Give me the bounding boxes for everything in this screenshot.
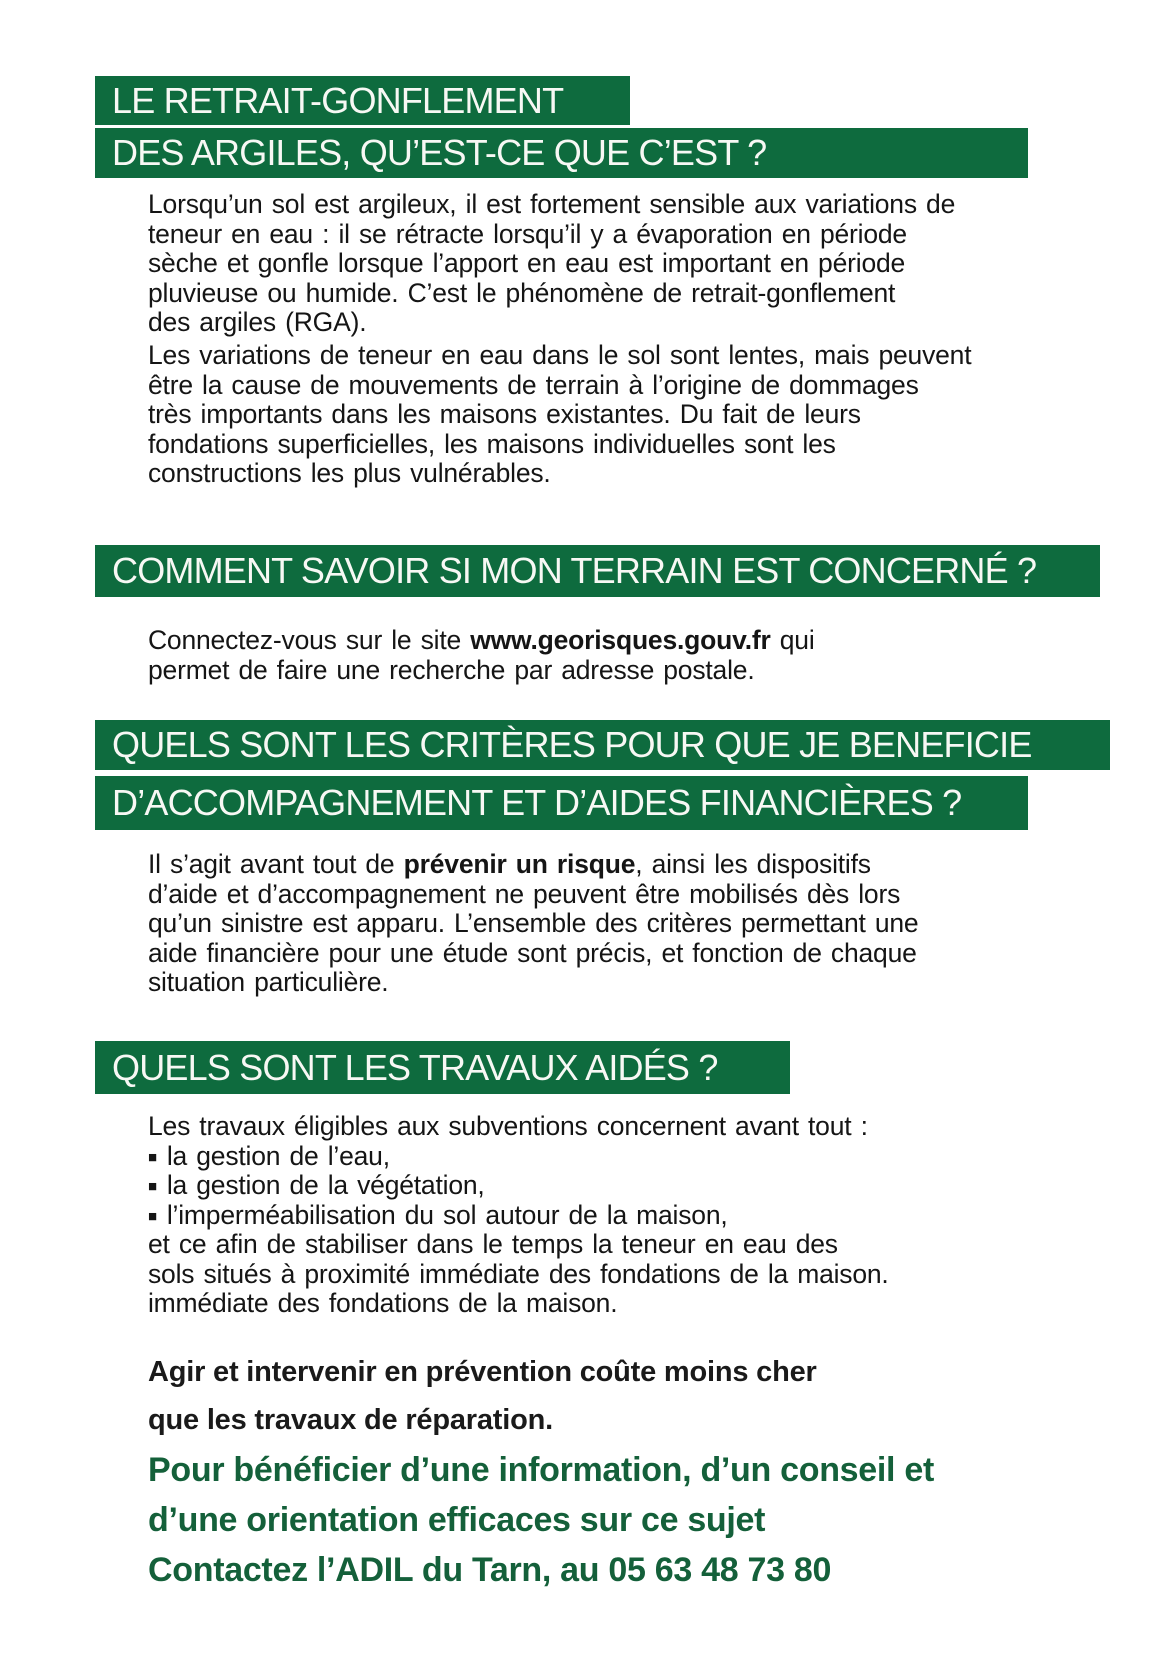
section-header-terrain-text: COMMENT SAVOIR SI MON TERRAIN EST CONCERNÉ ? (112, 550, 1037, 591)
footer-line: d’une orientation efficaces sur ce sujet (148, 1501, 766, 1539)
prevenir-risque-bold-text: prévenir un risque (403, 849, 636, 879)
section-header-criteres-line2-text: D’ACCOMPAGNEMENT ET D’AIDES FINANCIÈRES ? (112, 782, 962, 823)
bullet-item (148, 1142, 889, 1172)
paragraph-line: et ce afin de stabiliser dans le temps la teneur en eau des (148, 1229, 838, 1259)
paragraph-line: très importants dans les maisons existantes. Du fait de leurs (148, 399, 861, 429)
criteres-paragraph (148, 850, 918, 998)
paragraph-line: teneur en eau : il se rétracte lorsqu’il y a évaporation en période (148, 218, 907, 249)
terrain-paragraph (148, 626, 815, 685)
section-header-terrain (95, 545, 1100, 597)
paragraph-line: situation particulière. (148, 967, 389, 997)
intro-paragraph-1 (148, 190, 955, 338)
square-bullet-icon: ■ (148, 1207, 157, 1225)
section-header-criteres-line2 (95, 776, 1028, 830)
criteres-line1-suffix: , ainsi les dispositifs (635, 849, 871, 879)
paragraph-line: pluvieuse ou humide. C’est le phénomène de retrait-gonflement (148, 277, 896, 308)
paragraph-line: immédiate des fondations de la maison. (148, 1288, 618, 1318)
paragraph-line: Les variations de teneur en eau dans le sol sont lentes, mais peuvent (148, 340, 972, 370)
paragraph-line: sèche et gonfle lorsque l’apport en eau est important en période (148, 248, 906, 278)
bullet-item (148, 1201, 889, 1231)
paragraph-line: des argiles (RGA). (148, 307, 367, 337)
travaux-paragraph (148, 1112, 889, 1319)
paragraph-line: fondations superficielles, les maisons individuelles sont les (148, 428, 836, 459)
paragraph-line: constructions les plus vulnérables. (148, 458, 551, 488)
prevention-emphasis (148, 1348, 817, 1444)
criteres-line1-prefix: Il s’agit avant tout de (148, 849, 404, 879)
title-line2-text: DES ARGILES, QU’EST-CE QUE C’EST ? (112, 132, 767, 173)
title-bar-line1 (95, 76, 630, 125)
square-bullet-icon: ■ (148, 1178, 157, 1195)
emphasis-line: que les travaux de réparation. (148, 1404, 553, 1436)
paragraph-line: qu’un sinistre est apparu. L’ensemble des critères permettant une (148, 908, 919, 938)
section-header-travaux-text: QUELS SONT LES TRAVAUX AIDÉS ? (112, 1047, 718, 1088)
paragraph-line (148, 626, 815, 656)
contact-footer (148, 1445, 934, 1595)
terrain-line1-prefix: Connectez-vous sur le site (148, 625, 471, 655)
paragraph-line: Les travaux éligibles aux subventions concernent avant tout : (148, 1111, 868, 1141)
title-bar-line2 (95, 128, 1028, 178)
paragraph-line: sols situés à proximité immédiate des fondations de la maison. (148, 1258, 889, 1289)
paragraph-line: d’aide et d’accompagnement ne peuvent être mobilisés dès lors (148, 878, 901, 909)
intro-paragraph-2 (148, 341, 971, 489)
title-line1-text: LE RETRAIT-GONFLEMENT (112, 80, 564, 121)
section-header-criteres-line1-text: QUELS SONT LES CRITÈRES POUR QUE JE BENEFICIE (112, 724, 1032, 765)
bullet-item-text: la gestion de la végétation, (166, 1170, 485, 1200)
footer-line: Pour bénéficier d’une information, d’un conseil et (148, 1451, 934, 1489)
section-header-criteres-line1 (95, 720, 1110, 770)
section-header-travaux (95, 1041, 790, 1094)
bullet-item (148, 1171, 889, 1201)
paragraph-line: aide financière pour une étude sont précis, et fonction de chaque (148, 937, 917, 968)
emphasis-line: Agir et intervenir en prévention coûte moins cher (148, 1356, 817, 1388)
georisques-url-text: www.georisques.gouv.fr (470, 625, 771, 655)
terrain-line1-suffix: qui (770, 625, 815, 655)
paragraph-line: Lorsqu’un sol est argileux, il est fortement sensible aux variations de (148, 189, 956, 219)
bullet-item-text: l’imperméabilisation du sol autour de la maison, (166, 1199, 728, 1230)
square-bullet-icon: ■ (148, 1148, 157, 1166)
paragraph-line (148, 850, 918, 880)
paragraph-line: permet de faire une recherche par adresse postale. (148, 654, 755, 685)
paragraph-line: être la cause de mouvements de terrain à l’origine de dommages (148, 369, 919, 400)
footer-line: Contactez l’ADIL du Tarn, au 05 63 48 73 80 (148, 1551, 832, 1589)
bullet-item-text: la gestion de l’eau, (166, 1140, 390, 1171)
